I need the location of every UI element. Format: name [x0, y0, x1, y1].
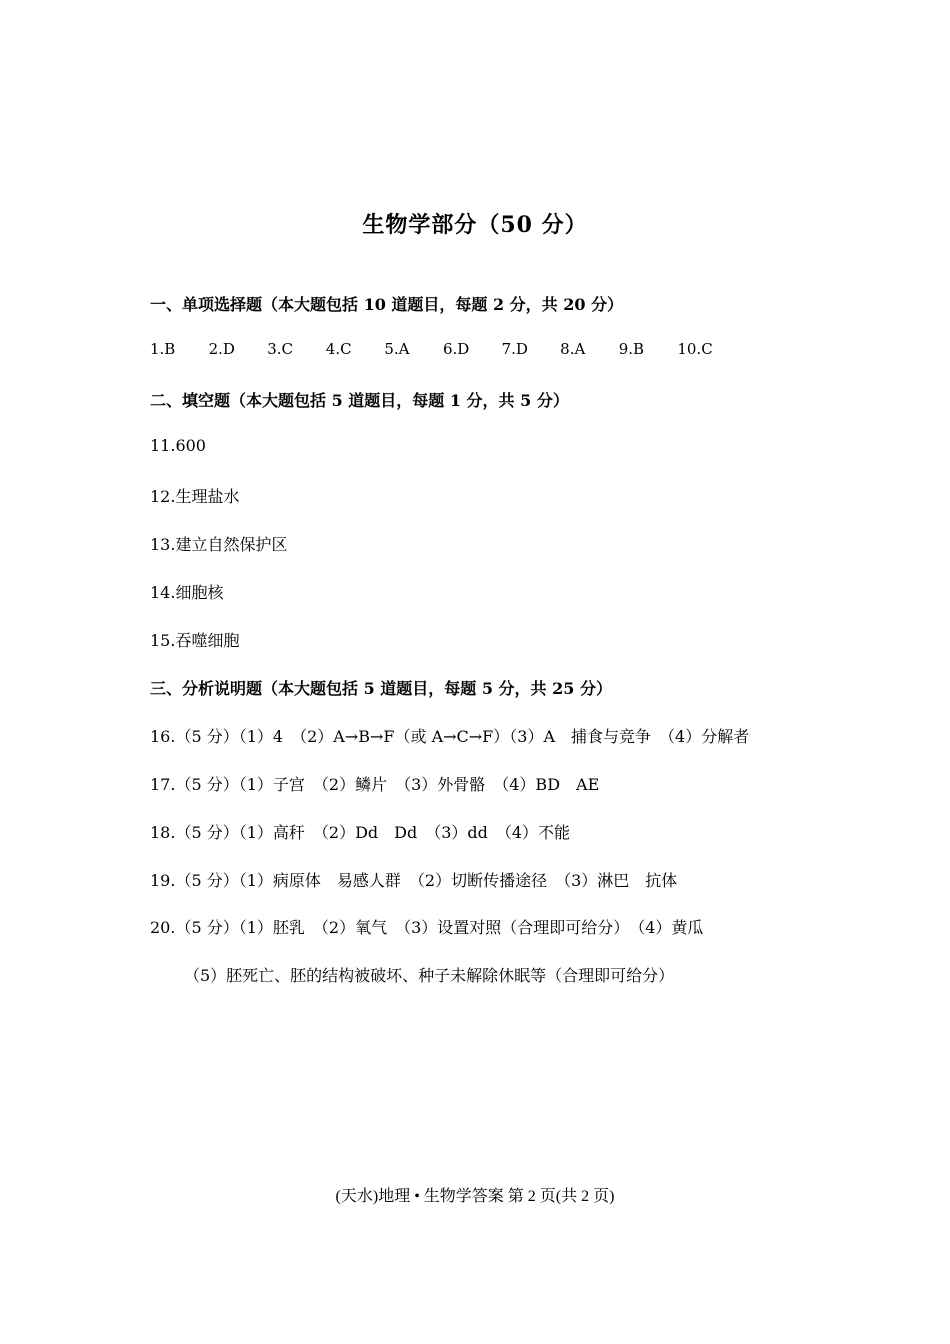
mc-answer: 5.A	[384, 340, 410, 358]
page-title: 生物学部分（50 分）	[362, 212, 588, 238]
fill-in-answer-11: 11.600	[150, 436, 206, 455]
mc-answer: 10.C	[677, 340, 713, 358]
mc-answer: 9.B	[618, 340, 645, 358]
mc-answer: 7.D	[501, 340, 528, 358]
analysis-answer-19: 19.（5 分）（1）病原体 易感人群 （2）切断传播途径 （3）淋巴 抗体	[150, 871, 678, 890]
fill-in-answer-13: 13.建立自然保护区	[150, 535, 288, 554]
section-heading-multiple-choice: 一、单项选择题（本大题包括 10 道题目，每题 2 分，共 20 分）	[150, 295, 624, 314]
fill-in-answer-12: 12.生理盐水	[150, 487, 240, 506]
multiple-choice-answers	[150, 340, 736, 358]
page-footer: (天水)地理 • 生物学答案 第 2 页(共 2 页)	[335, 1188, 615, 1205]
mc-answer: 4.C	[325, 340, 352, 358]
fill-in-answer-14: 14.细胞核	[150, 583, 224, 602]
analysis-answer-16: 16.（5 分）（1）4 （2）A→B→F（或 A→C→F）（3）A 捕食与竞争 （4）分解者	[150, 727, 750, 746]
analysis-answer-18: 18.（5 分）（1）高秆 （2）Dd Dd （3）dd （4）不能	[150, 823, 571, 842]
section-heading-fill-in: 二、填空题（本大题包括 5 道题目，每题 1 分，共 5 分）	[150, 391, 569, 410]
mc-answer: 6.D	[442, 340, 470, 358]
fill-in-answer-15: 15.吞噬细胞	[150, 631, 240, 650]
analysis-answer-17: 17.（5 分）（1）子宫 （2）鳞片 （3）外骨骼 （4）BD AE	[150, 775, 600, 794]
mc-answer: 8.A	[560, 340, 586, 358]
mc-answer: 1.B	[150, 340, 176, 358]
analysis-answer-20: 20.（5 分）（1）胚乳 （2）氧气 （3）设置对照（合理即可给分） （4）黄瓜	[150, 918, 704, 937]
section-heading-analysis: 三、分析说明题（本大题包括 5 道题目，每题 5 分，共 25 分）	[150, 679, 612, 698]
mc-answer: 3.C	[267, 340, 293, 358]
analysis-answer-20-continuation: （5）胚死亡、胚的结构被破坏、种子未解除休眠等（合理即可给分）	[184, 966, 675, 985]
mc-answer: 2.D	[208, 340, 235, 358]
